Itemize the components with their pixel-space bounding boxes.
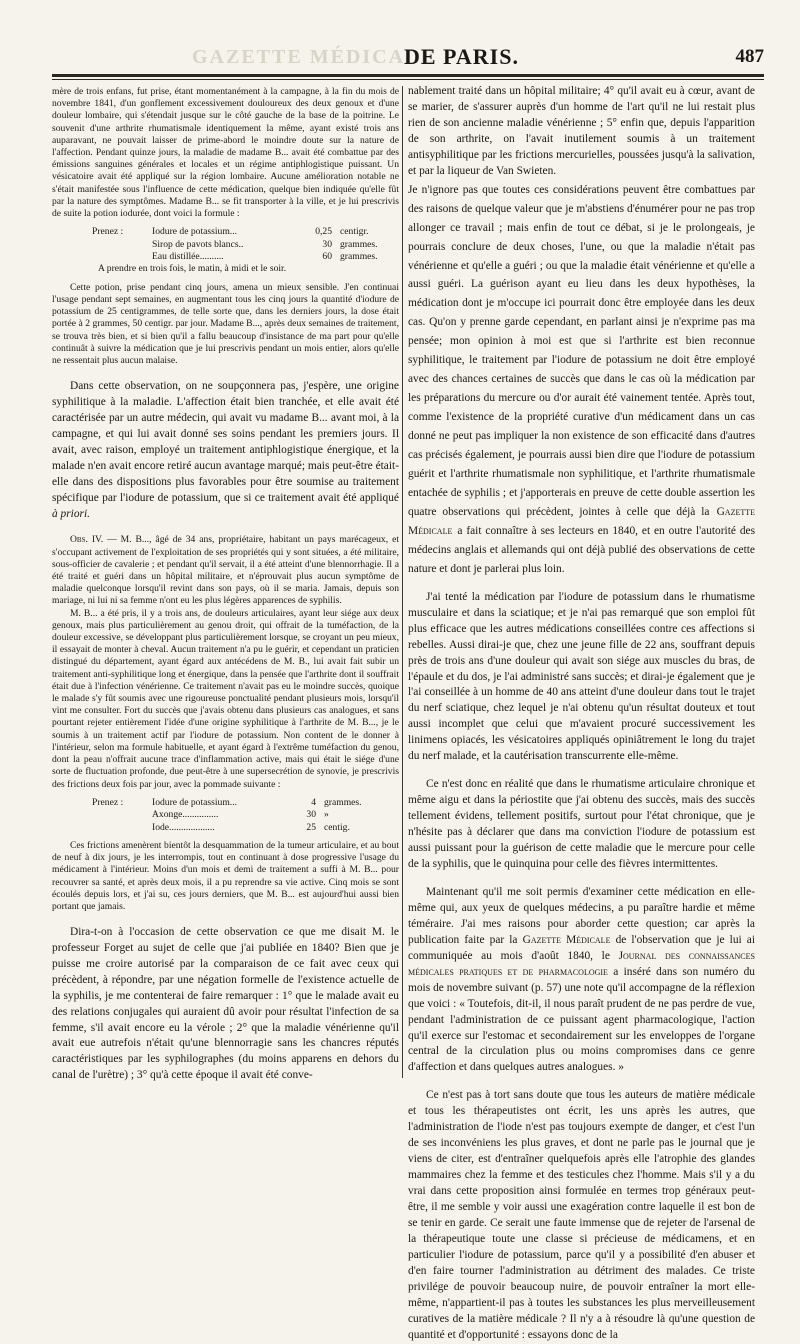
rx-item: Sirop de pavots blancs.. [152,238,244,250]
prescription-potion [92,226,399,276]
paragraph: M. B... a été pris, il y a trois ans, de douleurs articulaires, ayant leur siége aux deux genoux, mais plus particulièrement au genou droit, qui offrait de la tuméfaction, de la douleur excessive, se développant plus particulièrement lorsque, se croyant un peu mieux, il essayait de monter à cheval. Aucun traitement n'a pu le guérir, et cependant un praticien distingué du département, ayant égard aux antécédens de M. B., lui avait fait subir un traitement anti-syphilitique long et énergique, dans la pensée que l'arthrite dont il souffrait était due à l'infection vénérienne. Ce traitement n'avait pas eu le moindre succès, quoique le malade s'y fût soumis avec une rigoureuse ponctualité pendant plusieurs mois, lorsqu'il vint me consulter. Fort du succès que j'avais obtenu dans plusieurs cas analogues, et sans pourtant rejeter entièrement l'idée d'une origine syphilitique à l'arthrite de M. B..., je le soumis à un traitement actif par l'iodure de potassium. Non content de le donner à l'intérieur, selon ma formule habituelle, et ayant égard à l'extrême tuméfaction du genou, dont la peau n'offrait aucune trace d'inflammation active, mais qui était le siége d'une sorte de fluctuation profonde, due peut-être à une supersecrétion de synovie, je prescrivis des frictions deux fois par jour, avec la pommade suivante : [52,607,399,790]
rx-qty: 30 [306,809,316,821]
paragraph: J'ai tenté la médication par l'iodure de potassium dans le rhumatisme musculaire et dans la sciatique; et je n'ai pas remarqué que son emploi fût plus efficace que les autres médications conseillées contre ces affections si rebelles. Aussi dirai-je que, chez une jeune fille de 22 ans, souffrant depuis près de trois ans d'une douleur qui avait son siége aux muscles du bras, de l'épaule et du dos, je l'ai administré sans succès; et dirai-je également que je l'ai conseillée à un homme de 40 ans atteint d'une douleur dans tout le trajet du nerf sciatique, chez lequel je n'ai obtenu qu'un résultat douteux et tout aussi incomplet que celui que m'avaient procuré successivement les linimens opiacés, les vésicatoires appliqués opiniâtrement le long du trajet du nerf malade, et la cautérisation transcurrente elle-même. [408,590,755,763]
page-header [52,44,764,70]
paragraph: Ces frictions amenèrent bientôt la desquammation de la tumeur articulaire, et au bout de neuf à dix jours, je les interrompis, tout en continuant à dose progressive l'usage du médicament à l'intérieur. Moins d'un mois et demi de traitement a suffi à M. B... pour recouvrer sa santé, et après deux mois, il a pu reprendre sa vie active. Cinq mois se sont écoulés depuis lors, et j'ai su, ces jours derniers, que M. B... est aujourd'hui aussi bien portant que jamais. [52,839,399,912]
header-rule-thin [52,79,764,80]
paragraph-text: Dans cette observation, on ne soupçonnera pas, j'espère, une origine syphilitique à la maladie. L'affection était bien tranchée, et elle avait été caractérisée par un autre médecin, qui avait vu madame B... avant moi, à la campagne, et qui lui avait donné ses soins pendant les premiers jours. Il avait, avec raison, employé un traitement antiphlogistique énergique, et la malade n'en avait encore retiré aucun avantage marqué; mais peut-être était-elle dans des dispositions plus favorables pour être soumise au traitement spécifique par l'iodure de potassium, que si ce traitement avait été appliqué [52,380,399,504]
paragraph: Ce n'est donc en réalité que dans le rhumatisme articulaire chronique et même aigu et dans la périostite que j'ai obtenu des succès, mais des succès tellement évidens, tellement positifs, surtout pour l'état chronique, que je n'hésite pas à déclarer que dans ma conviction l'iodure de potassium est aussi puissant pour la guérison de cette maladie que le mercure pour celle de la syphilis, que le quinquina pour celle des fièvres intermittentes. [408,778,755,870]
journal-name: Journal des connaissances médicales pratiques et de pharmacologie [408,949,755,978]
journal-name: Gazette Médicale [522,933,611,946]
left-column [52,86,399,1084]
paragraph: Ce n'est pas à tort sans doute que tous les auteurs de matière médicale et tous les thérapeutistes ont écrit, les uns après les autres, que l'administration de l'iode n'est pas toujours exempte de danger, et c'est l'un de ses inconvéniens les plus graves, et dont ne parle pas le journal que je viens de citer, est d'entraîner quelquefois après elle l'atrophie des glandes mammaires chez la femme et des testicules chez l'homme. Mais s'il y a du vrai dans cette proposition ainsi formulée en termes trop généraux peut-être, il me semble y voir aussi une exagération contre laquelle il est bon de se tenir en garde. Ce serait une faute immense que de rejeter de l'arsenal de la thérapeutique toute une classe si précieuse de médicamens, et en particulier l'iodure de potassium, parce qu'il y a possibilité d'en abuser et d'en faire tourner l'administration au détriment des malades. Ce triste privilége de pouvoir beaucoup nuire, de pouvoir entraîner la mort elle-même, n'appartient-il pas à toutes les substances les plus merveilleusement curatives de la matière médicale ? Il n'y a à résoudre là qu'une question de quantité et d'opportunité : essayons donc de la [408,1089,755,1341]
header-rule-thick [52,74,764,77]
paragraph: Je n'ignore pas que toutes ces considérations peuvent être combattues par des raisons de quelque valeur que je m'abstiens d'énumérer pour ne pas trop allonger ce travail ; mais enfin de tout ce débat, si je le prolongeais, je pourrais conclure de deux choses, l'une, ou que la maladie n'était pas vénérienne et qu'elle a guéri ; ou que la maladie était vénérienne et qu'elle a aussi guéri. La guérison ayant eu lieu dans les deux hypothèses, la médication dont je m'occupe ici pourrait donc être employée dans les deux cas. Qu'on y prenne garde cependant, en parlant ainsi je n'exprime pas ma pensée; mon opinion à moi est que si l'arthrite est bien reconnue syphilitique, le traitement par l'iodure de potassium ne doit être employé avec des chances certaines de succès que dans le cas où la médication par les préparations du mercure ou d'or aurait été vainement tentée. Après tout, comme l'existence de la propriété curative d'un médicament dans un cas donné ne peut pas impliquer la non existence de son efficacité dans d'autres cas précisés également, je pourrais aussi bien dire que l'iodure de potassium guérit et l'arthrite rhumatismale non syphilitique, et l'arthrite rhumatismale entachée de syphilis ; et j'apporterais en preuve de cette double assertion les quatre observations qui précèdent, jointes à celle que déjà la [408,183,755,518]
rx-qty: 25 [306,821,316,833]
rx-unit: » [324,809,329,821]
rx-item: Eau distillée.......... [152,251,224,263]
paragraph-text: — M. B..., âgé de 34 ans, propriétaire, habitant un pays marécageux, et s'occupant activement de l'exploitation de ses propriétés qui y sont situées, a été militaire, sous-officier de cavalerie ; et pendant qu'il servait, il a été atteint d'une blennorrhagie. Il a été traité et guéri dans un hôpital militaire, et n'éprouvait plus aucun symptôme de maladie quelconque lorsqu'il revint dans son pays, où il se maria. Jamais, depuis son mariage, ni lui ni sa femme n'ont eu les plus légères apparences de syphilis. [52,534,399,607]
show-through-text: GAZETTE MÉDICALE [192,46,436,68]
rx-qty: 30 [322,238,332,250]
paragraph [52,534,399,607]
paragraph: Dira-t-on à l'occasion de cette observation ce que me disait M. le professeur Forget au sujet de celle que j'ai publiée en 1840? Bien que je puisse me croire autorisé par la comparaison de ce fait avec ceux qui précèdent, à répondre, par une négation formelle de l'existence actuelle de la syphilis, je me contenterai de faire remarquer : 1° que le malade avait eu des relations conjugales qui auraient dû avoir pour résultat l'infection de sa femme, s'il avait encore eu la vérole ; 2° que la maladie vénérienne qu'il avait eue autrefois n'était qu'une blennorragie sans les chancres réputés caractéristiques par les syphilographes (du moins apparens en dehors du canal de l'urètre) ; 3° qu'à cette époque il avait été conve- [52,926,399,1082]
rx-unit: grammes. [324,796,362,808]
journal-name: Gazette Médicale [408,505,756,537]
right-column [408,84,755,1344]
prescription-pommade [92,797,399,834]
prescription-label: Prenez : [92,796,124,808]
prescription-label: Prenez : [92,226,124,238]
running-title: DE PARIS. [404,44,519,69]
paragraph: nablement traité dans un hôpital militaire; 4° qu'il avait eu à cœur, avant de se marier, de s'assurer auprès d'un homme de l'art qu'il ne lui restait plus rien de son ancienne maladie vénérienne ; 5° enfin que, depuis l'apparition de son arthrite, on l'avait inutilement soumis à un traitement antisyphilitique par les frictions mercurielles, poussées jusqu'à la salivation, et par la liqueur de Van Swieten. [408,85,755,177]
rx-qty: 60 [322,251,332,263]
paragraph-text: a fait connaître à ses lecteurs en 1840, et en outre l'autorité des médecins anglais et allemands qui ont déjà publié des observations de cette nature et dont je parlerai plus loin. [408,524,756,575]
rx-qty: 4 [311,796,316,808]
column-divider [402,86,403,1078]
paragraph: mère de trois enfans, fut prise, étant momentanément à la campagne, à la fin du mois de novembre 1841, d'un gonflement excessivement douloureux des deux genoux et d'une douleur lombaire, qui s'étendait jusque sur le côté gauche de la base de la poitrine. Le souvenit d'une arthrite rhumatismale identiquement la même, ayant existé trois ans auparavant, ne pouvait laisser de prime-abord le moindre doute sur la nature de l'affection. Pendant quinze jours, la maladie de madame B... avait été combattue par des émissions sanguines générales et locales et un régime antiphlogistique puissant. Un vésicatoire avait été appliqué sur la région lombaire. Aucune amélioration notable ne s'était manifestée sous l'influence de cette médication, quelque bien indiquée qu'elle fût par la nature des symptômes. Madame B... se fit transporter à la ville, et je lui prescrivis de suite la potion iodurée, dont voici la formule : [52,86,399,220]
rx-item: Iodure de potassium... [152,226,237,238]
observation-heading: Obs. IV. [70,534,104,546]
paragraph-text: Maintenant qu'il me soit permis d'examiner cette médication en elle-même qui, aux yeux de quelques médecins, a pu paraître hardie et même téméraire. J'ai mes raisons pour aborder cette question; car après la publication faite par la [408,885,755,946]
rx-unit: grammes. [340,238,378,250]
paragraph: Cette potion, prise pendant cinq jours, amena un mieux sensible. J'en continuai l'usage pendant sept semaines, en augmentant tous les cinq jours la quantité d'iodure de potassium de 25 centigrammes, de telle sorte que, dans les derniers jours, la dose était portée à 2 grammes, 50 centigr. par jour. Madame B..., après deux semaines de traitement, se trouva très bien, et si bien qu'il a fallu beaucoup d'insistance de ma part pour qu'elle continuât à suivre la médication que je lui prescrivis pendant un mois entier, alors qu'elle ne ressentait plus aucun malaise. [52,281,399,367]
prescription-note: A prendre en trois fois, le matin, à midi et le soir. [98,263,287,275]
rx-unit: grammes. [340,251,378,263]
paragraph-text: a inséré dans son numéro du mois de novembre suivant (p. 57) une note qu'il accompagne de la réflexion que voici : « Toutefois, dit-il, il nous paraît prudent de ne pas perdre de vue, pendant l'administration de ce puissant agent pharmacologique, l'action qu'il exerce sur l'estomac et secondairement sur les enveloppes de l'organe central de la circulation plus ou moins compromises dans ce genre d'affection et dans quelques autres analogues. » [408,965,755,1074]
page-number: 487 [735,46,764,67]
rx-item: Axonge............... [152,809,219,821]
rx-unit: centigr. [340,226,369,238]
emphasis: à priori. [52,507,90,520]
paragraph [52,379,399,522]
paragraph-text: de l'observation que je lui ai communiquée au mois d'août 1840, le [408,933,755,962]
rx-qty: 0,25 [315,226,332,238]
rx-item: Iode................... [152,821,215,833]
rx-unit: centig. [324,821,350,833]
paragraph [408,885,755,1076]
rx-item: Iodure de potassium... [152,796,237,808]
